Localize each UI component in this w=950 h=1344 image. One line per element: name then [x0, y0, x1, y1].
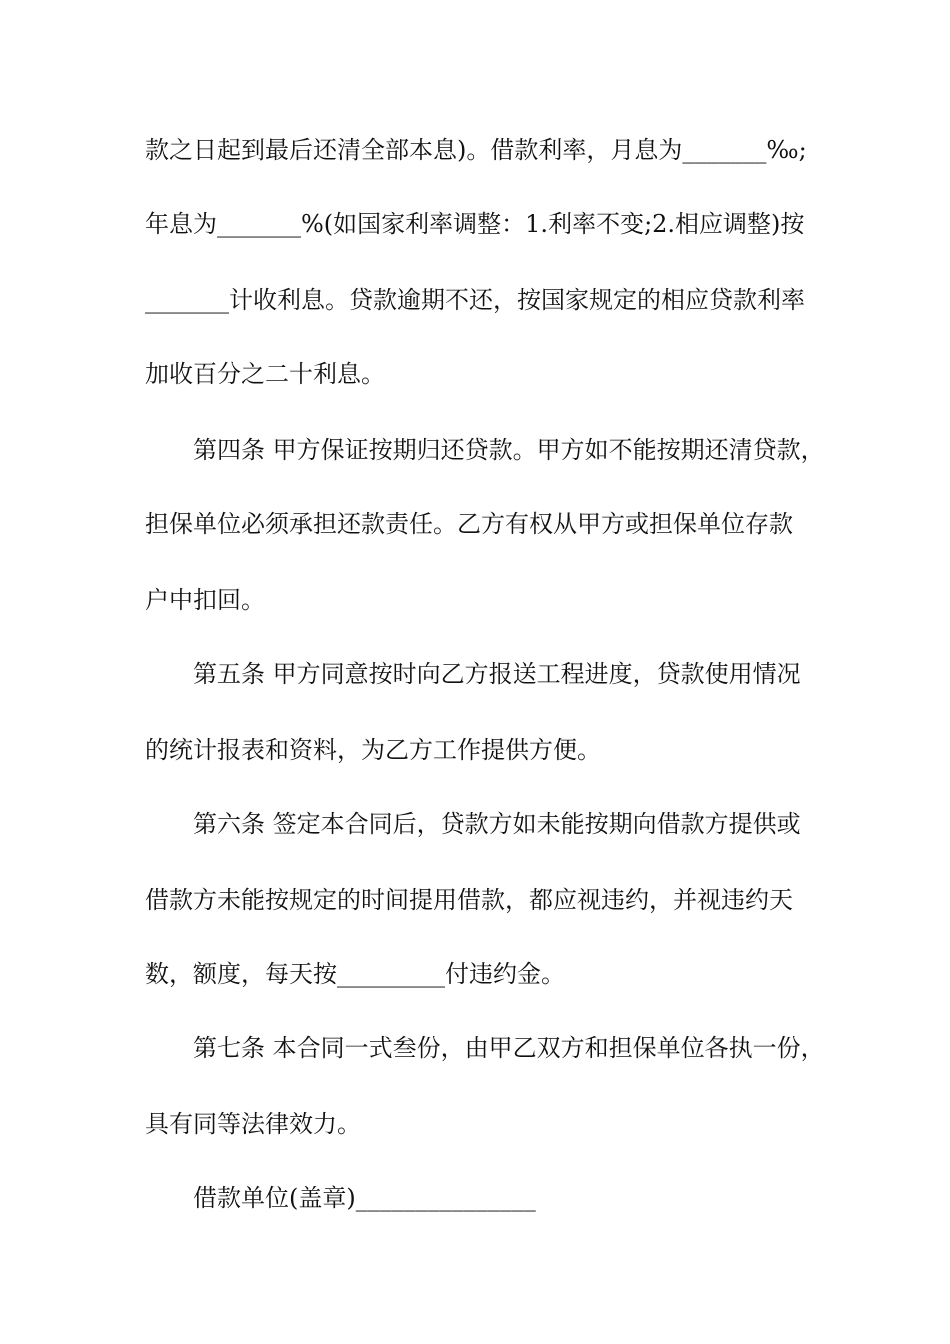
text-line-7: 户中扣回。 [145, 586, 265, 614]
text-line-2: 年息为_______%(如国家利率调整：1.利率不变;2.相应调整)按 [145, 210, 805, 238]
text-line-1: 款之日起到最后还清全部本息)。借款利率，月息为_______‰; [145, 136, 807, 164]
text-line-9: 的统计报表和资料，为乙方工作提供方便。 [145, 736, 601, 764]
borrower-signature-line: 借款单位(盖章)_______________ [193, 1184, 536, 1212]
text-line-6: 担保单位必须承担还款责任。乙方有权从甲方或担保单位存款 [145, 510, 793, 538]
clause-4-heading-line: 第四条 甲方保证按期归还贷款。甲方如不能按期还清贷款， [193, 436, 825, 464]
clause-7-heading-line: 第七条 本合同一式叁份，由甲乙双方和担保单位各执一份， [193, 1034, 825, 1062]
text-line-14: 具有同等法律效力。 [145, 1110, 361, 1138]
text-line-4: 加收百分之二十利息。 [145, 360, 385, 388]
text-line-12: 数，额度，每天按_________付违约金。 [145, 960, 565, 988]
text-line-11: 借款方未能按规定的时间提用借款，都应视违约，并视违约天 [145, 886, 793, 914]
clause-5-heading-line: 第五条 甲方同意按时向乙方报送工程进度，贷款使用情况 [193, 660, 801, 688]
clause-6-heading-line: 第六条 签定本合同后，贷款方如未能按期向借款方提供或 [193, 810, 801, 838]
text-line-3: _______计收利息。贷款逾期不还，按国家规定的相应贷款利率 [145, 286, 805, 314]
